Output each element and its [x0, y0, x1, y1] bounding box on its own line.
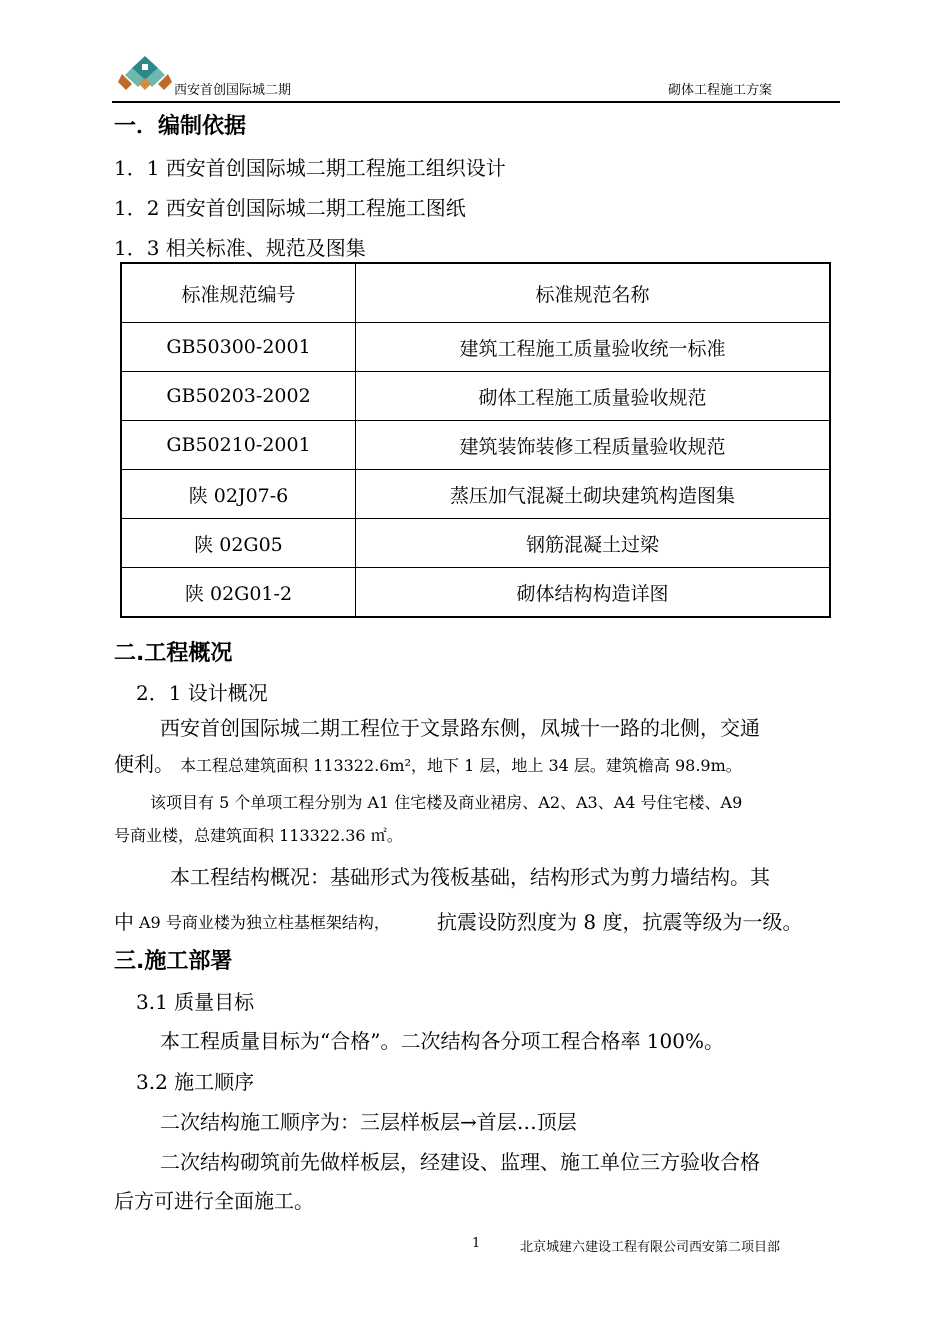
- section3-sub2-text2-line2: 后方可进行全面施工。: [114, 1189, 314, 1213]
- section2-para1-line2a: 便利。: [114, 752, 174, 776]
- section2-para2-line1: 该项目有 5 个单项工程分别为 A1 住宅楼及商业裙房、A2、A3、A4 号住宅楼、A9: [150, 793, 743, 812]
- table-row: [121, 323, 830, 372]
- table-cell-name: 钢筋混凝土过梁: [356, 519, 831, 568]
- section2-para3-line2a: 中: [114, 910, 134, 934]
- section1-item-1: 1．1 西安首创国际城二期工程施工组织设计: [114, 156, 506, 180]
- section2-title: 二.工程概况: [114, 641, 233, 666]
- footer-company: 北京城建六建设工程有限公司西安第二项目部: [520, 1240, 781, 1255]
- table-cell-code: GB50300-2001: [121, 323, 356, 372]
- header-right-title: 砌体工程施工方案: [668, 83, 773, 98]
- table-cell-code: GB50203-2002: [121, 372, 356, 421]
- section1-item-2: 1．2 西安首创国际城二期工程施工图纸: [114, 196, 466, 220]
- standards-table: [120, 262, 831, 618]
- table-cell-code: GB50210-2001: [121, 421, 356, 470]
- section1-title: 一．编制依据: [114, 114, 247, 139]
- table-header-row: [121, 263, 830, 323]
- section2-para3-line1: 本工程结构概况：基础形式为筏板基础，结构形式为剪力墙结构。其: [170, 865, 770, 889]
- table-row: [121, 421, 830, 470]
- header-rule: [112, 101, 840, 103]
- section2-para3-line2b: A9 号商业楼为独立柱基框架结构，: [139, 913, 390, 932]
- table-cell-name: 砌体工程施工质量验收规范: [356, 372, 831, 421]
- section3-sub2-text2-line1: 二次结构砌筑前先做样板层，经建设、监理、施工单位三方验收合格: [160, 1150, 760, 1174]
- table-cell-name: 建筑装饰装修工程质量验收规范: [356, 421, 831, 470]
- section3-sub2-text1: 二次结构施工顺序为：三层样板层→首层…顶层: [160, 1110, 577, 1134]
- table-cell-code: 陕 02G01-2: [121, 568, 356, 618]
- section2-para3-line2c: 抗震设防烈度为 8 度，抗震等级为一级。: [437, 910, 803, 934]
- section1-item-3: 1．3 相关标准、规范及图集: [114, 236, 366, 260]
- company-logo: [118, 54, 172, 94]
- table-cell-name: 砌体结构构造详图: [356, 568, 831, 618]
- section3-title: 三.施工部署: [114, 949, 233, 974]
- table-cell-code: 陕 02J07-6: [121, 470, 356, 519]
- section2-para2-line2: 号商业楼，总建筑面积 113322.36 ㎡。: [114, 826, 403, 845]
- table-header-code: 标准规范编号: [121, 263, 356, 323]
- section3-sub1-text: 本工程质量目标为“合格”。二次结构各分项工程合格率 100%。: [160, 1029, 724, 1053]
- section2-para1-line1: 西安首创国际城二期工程位于文景路东侧，凤城十一路的北侧，交通: [160, 716, 760, 740]
- table-cell-name: 蒸压加气混凝土砌块建筑构造图集: [356, 470, 831, 519]
- section3-sub1: 3.1 质量目标: [136, 990, 255, 1014]
- table-row: [121, 372, 830, 421]
- section3-sub2: 3.2 施工顺序: [136, 1070, 255, 1094]
- table-row: [121, 470, 830, 519]
- table-header-name: 标准规范名称: [356, 263, 831, 323]
- page-number: 1: [472, 1236, 481, 1251]
- table-cell-name: 建筑工程施工质量验收统一标准: [356, 323, 831, 372]
- section2-subheading: 2．1 设计概况: [136, 681, 268, 705]
- table-cell-code: 陕 02G05: [121, 519, 356, 568]
- table-row: [121, 519, 830, 568]
- header-left-title: 西安首创国际城二期: [174, 83, 292, 98]
- table-row: [121, 568, 830, 618]
- section2-para1-line2b: 本工程总建筑面积 113322.6m²，地下 1 层，地上 34 层。建筑檐高 98.9m。: [180, 756, 742, 775]
